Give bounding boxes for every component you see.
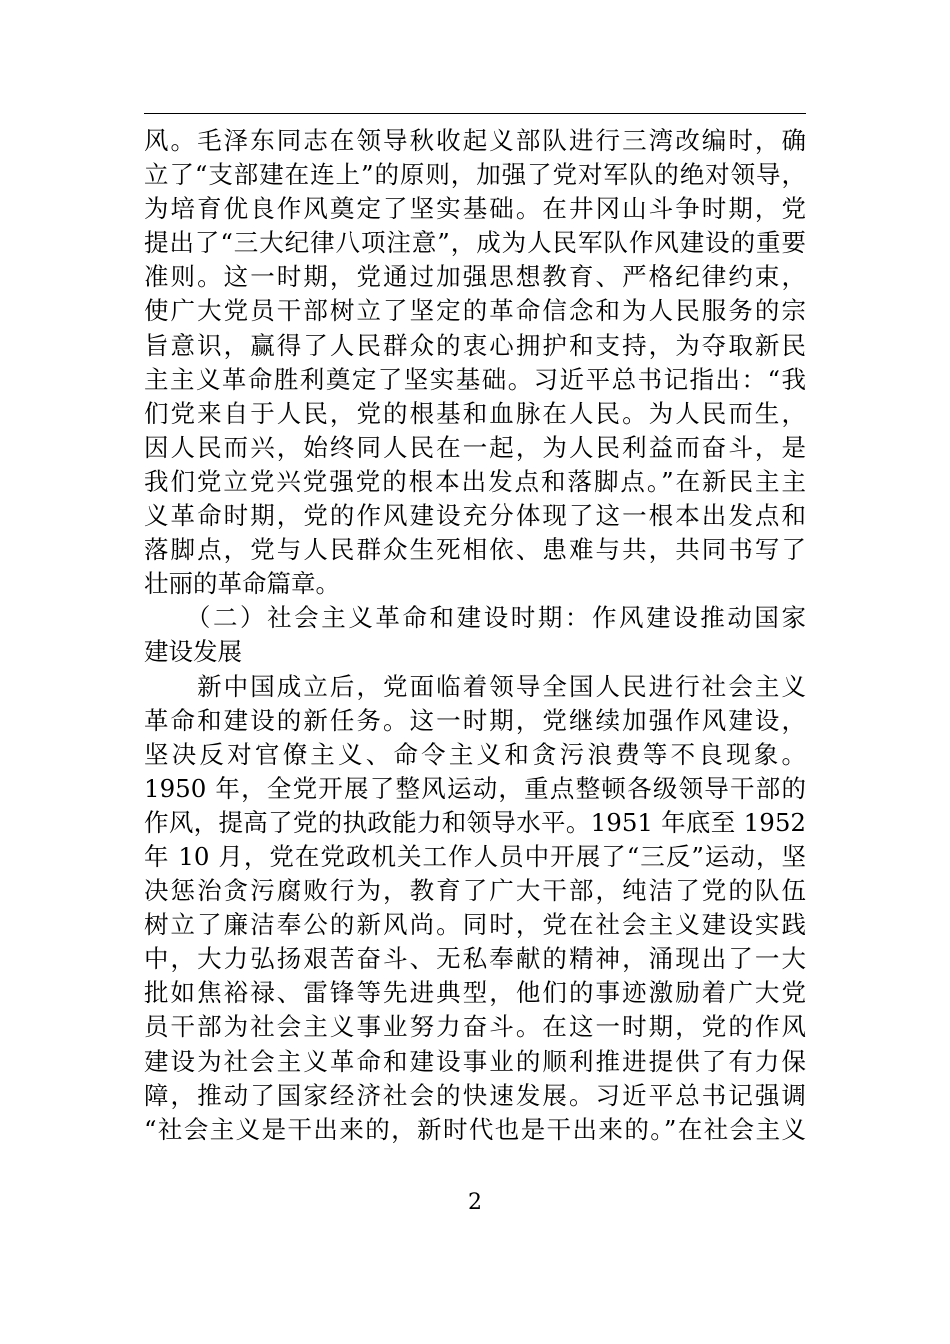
text-line: 树立了廉洁奉公的新风尚。同时，党在社会主义建设实践 bbox=[144, 910, 806, 940]
text-line: 壮丽的革命篇章。 bbox=[144, 569, 340, 599]
text-line: （二）社会主义革命和建设时期：作风建设推动国家 bbox=[144, 603, 806, 633]
text-line: 提出了“三大纪律八项注意”，成为人民军队作风建设的重要 bbox=[144, 228, 806, 258]
document-body bbox=[144, 124, 806, 1147]
text-line: 建设为社会主义革命和建设事业的顺利推进提供了有力保 bbox=[144, 1046, 806, 1076]
text-line: 主主义革命胜利奠定了坚实基础。习近平总书记指出：“我 bbox=[144, 364, 806, 394]
text-line: 使广大党员干部树立了坚定的革命信念和为人民服务的宗 bbox=[144, 296, 806, 326]
text-line: 坚决反对官僚主义、命令主义和贪污浪费等不良现象。 bbox=[144, 739, 806, 769]
text-line: 中，大力弘扬艰苦奋斗、无私奉献的精神，涌现出了一大 bbox=[144, 944, 806, 974]
text-line: 风。毛泽东同志在领导秋收起义部队进行三湾改编时，确 bbox=[144, 126, 806, 155]
text-line: 落脚点，党与人民群众生死相依、患难与共，共同书写了 bbox=[144, 535, 806, 565]
text-line: 建设发展 bbox=[144, 637, 242, 667]
text-line: 决惩治贪污腐败行为，教育了广大干部，纯洁了党的队伍 bbox=[144, 876, 806, 906]
text-line: 员干部为社会主义事业努力奋斗。在这一时期，党的作风 bbox=[144, 1012, 806, 1042]
text-line: 立了“支部建在连上”的原则，加强了党对军队的绝对领导， bbox=[144, 160, 806, 190]
text-line: 1950 年，全党开展了整风运动，重点整顿各级领导干部的 bbox=[144, 773, 806, 803]
text-line: “社会主义是干出来的，新时代也是干出来的。”在社会主义 bbox=[144, 1114, 806, 1144]
text-line: 作风，提高了党的执政能力和领导水平。1951 年底至 1952 bbox=[144, 807, 806, 837]
text-line: 批如焦裕禄、雷锋等先进典型，他们的事迹激励着广大党 bbox=[144, 978, 806, 1008]
text-line: 旨意识，赢得了人民群众的衷心拥护和支持，为夺取新民 bbox=[144, 330, 806, 360]
text-line: 义革命时期，党的作风建设充分体现了这一根本出发点和 bbox=[144, 501, 806, 531]
text-line: 准则。这一时期，党通过加强思想教育、严格纪律约束， bbox=[144, 262, 806, 292]
text-line: 年 10 月，党在党政机关工作人员中开展了“三反”运动，坚 bbox=[144, 841, 806, 871]
text-line: 们党来自于人民，党的根基和血脉在人民。为人民而生， bbox=[144, 398, 806, 428]
text-line: 障，推动了国家经济社会的快速发展。习近平总书记强调 bbox=[144, 1080, 806, 1110]
text-line: 新中国成立后，党面临着领导全国人民进行社会主义 bbox=[144, 671, 806, 701]
header-rule bbox=[144, 113, 806, 114]
page-number: 2 bbox=[468, 1190, 482, 1215]
text-line: 我们党立党兴党强党的根本出发点和落脚点。”在新民主主 bbox=[144, 466, 806, 496]
text-line: 革命和建设的新任务。这一时期，党继续加强作风建设， bbox=[144, 705, 806, 735]
text-line: 因人民而兴，始终同人民在一起，为人民利益而奋斗，是 bbox=[144, 432, 806, 462]
text-line: 为培育优良作风奠定了坚实基础。在井冈山斗争时期，党 bbox=[144, 194, 806, 224]
